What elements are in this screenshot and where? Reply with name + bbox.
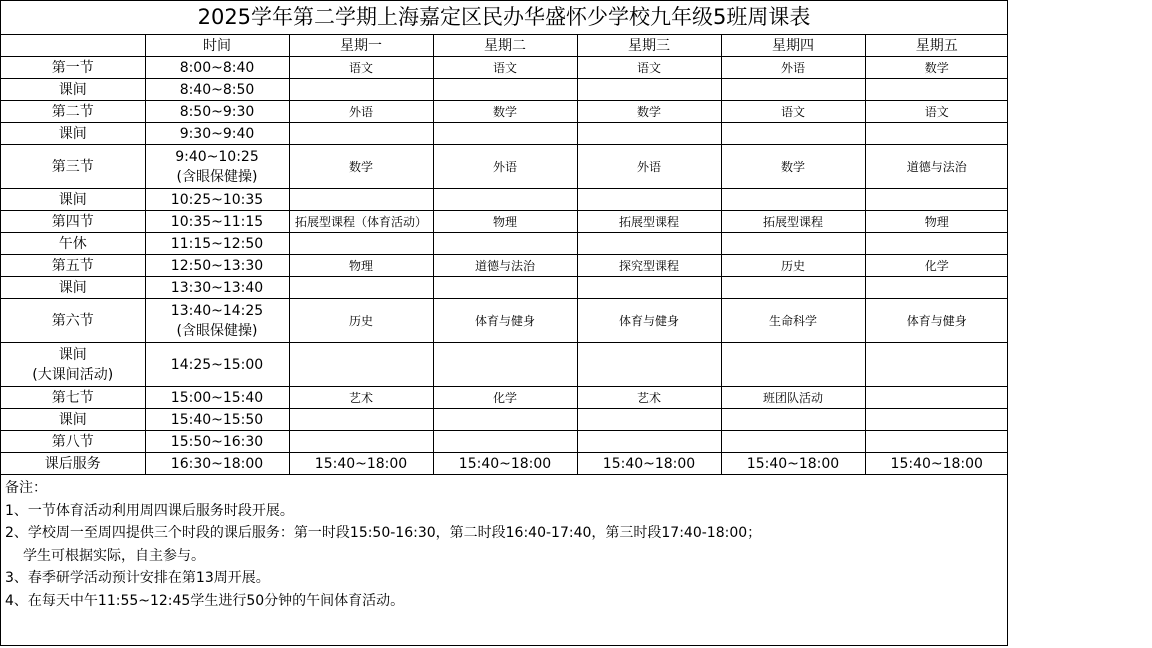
class-cell: 外语 <box>433 145 577 189</box>
schedule-row <box>1 79 1008 101</box>
schedule-row <box>1 101 1008 123</box>
class-cell: 道德与法治 <box>433 255 577 277</box>
class-cell <box>721 189 865 211</box>
class-cell <box>289 79 433 101</box>
header-row <box>1 35 1008 57</box>
class-cell <box>865 277 1008 299</box>
class-cell <box>289 189 433 211</box>
period-cell <box>1 211 145 233</box>
schedule-row <box>1 57 1008 79</box>
class-cell: 语文 <box>577 57 721 79</box>
time-cell-line: 13:30~13:40 <box>170 279 264 296</box>
class-cell <box>721 277 865 299</box>
period-cell <box>1 431 145 453</box>
time-cell <box>145 387 289 409</box>
timetable <box>1 35 1008 475</box>
header-cell: 星期二 <box>433 35 577 57</box>
class-cell: 历史 <box>289 299 433 343</box>
schedule-row <box>1 211 1008 233</box>
period-cell <box>1 409 145 431</box>
note-line: 2、学校周一至周四提供三个时段的课后服务：第一时段15:50-16:30，第二时段16:40-17:40，第三时段17:40-18:00； <box>5 525 762 541</box>
class-cell <box>289 277 433 299</box>
schedule-row <box>1 255 1008 277</box>
period-cell <box>1 387 145 409</box>
class-cell <box>289 343 433 387</box>
class-cell <box>577 277 721 299</box>
class-cell: 15:40~18:00 <box>721 453 865 475</box>
period-cell-line: 第七节 <box>51 389 94 406</box>
class-cell: 数学 <box>577 101 721 123</box>
class-cell <box>433 343 577 387</box>
class-cell <box>433 123 577 145</box>
class-cell: 数学 <box>721 145 865 189</box>
class-cell <box>433 189 577 211</box>
class-cell <box>721 343 865 387</box>
time-cell <box>145 277 289 299</box>
class-cell: 历史 <box>721 255 865 277</box>
class-cell: 化学 <box>433 387 577 409</box>
class-cell: 数学 <box>433 101 577 123</box>
period-cell-line: 课间 <box>58 279 87 296</box>
time-cell <box>145 409 289 431</box>
period-cell-line: 第二节 <box>51 103 94 120</box>
period-cell <box>1 299 145 343</box>
schedule-row <box>1 123 1008 145</box>
note-line: 1、一节体育活动利用周四课后服务时段开展。 <box>5 502 294 519</box>
class-cell: 语文 <box>433 57 577 79</box>
time-cell-line: 8:00~8:40 <box>179 59 255 76</box>
schedule-row <box>1 431 1008 453</box>
period-cell-line: 第三节 <box>51 158 94 175</box>
time-cell <box>145 255 289 277</box>
class-cell: 15:40~18:00 <box>433 453 577 475</box>
period-cell-line: 课间 <box>58 191 87 208</box>
class-cell <box>577 189 721 211</box>
period-cell-line: 课间 <box>58 411 87 428</box>
class-cell: 15:40~18:00 <box>577 453 721 475</box>
time-cell <box>145 101 289 123</box>
time-cell-line: 11:15~12:50 <box>170 235 264 252</box>
page-title: 2025学年第二学期上海嘉定区民办华盛怀少学校九年级5班周课表 <box>1 1 1007 35</box>
period-cell <box>1 277 145 299</box>
class-cell <box>577 343 721 387</box>
class-cell <box>289 123 433 145</box>
class-cell: 物理 <box>289 255 433 277</box>
time-cell-line: (含眼保健操) <box>176 322 258 339</box>
note-line: 4、在每天中午11:55~12:45学生进行50分钟的午间体育活动。 <box>5 592 405 609</box>
schedule-row <box>1 277 1008 299</box>
header-cell: 时间 <box>145 35 289 57</box>
class-cell <box>577 233 721 255</box>
note-line: 3、春季研学活动预计安排在第13周开展。 <box>5 570 270 586</box>
period-cell <box>1 145 145 189</box>
header-cell <box>1 35 145 57</box>
class-cell <box>865 431 1008 453</box>
time-cell <box>145 453 289 475</box>
period-cell <box>1 453 145 475</box>
notes <box>1 475 1007 612</box>
class-cell <box>433 431 577 453</box>
time-cell <box>145 233 289 255</box>
time-cell <box>145 189 289 211</box>
time-cell-line: 16:30~18:00 <box>170 455 264 472</box>
class-cell: 物理 <box>865 211 1008 233</box>
period-cell <box>1 79 145 101</box>
header-cell: 星期五 <box>865 35 1008 57</box>
class-cell: 化学 <box>865 255 1008 277</box>
class-cell <box>865 233 1008 255</box>
class-cell: 语文 <box>865 101 1008 123</box>
time-cell <box>145 79 289 101</box>
time-cell-line: 14:25~15:00 <box>170 356 264 373</box>
period-cell-line: 第八节 <box>51 433 94 450</box>
class-cell <box>433 409 577 431</box>
time-cell-line: 15:00~15:40 <box>170 389 264 406</box>
class-cell: 数学 <box>289 145 433 189</box>
class-cell: 物理 <box>433 211 577 233</box>
time-cell-line: 8:40~8:50 <box>179 81 255 98</box>
schedule-row <box>1 233 1008 255</box>
class-cell <box>865 409 1008 431</box>
period-cell-line: 课后服务 <box>44 455 101 472</box>
period-cell-line: 课间 <box>58 125 87 142</box>
class-cell: 生命科学 <box>721 299 865 343</box>
class-cell: 道德与法治 <box>865 145 1008 189</box>
class-cell <box>577 79 721 101</box>
time-cell-line: 15:50~16:30 <box>170 433 264 450</box>
class-cell <box>433 79 577 101</box>
period-cell-line: 第六节 <box>51 312 94 329</box>
period-cell-line: 课间 <box>58 346 87 363</box>
period-cell-line: 课间 <box>58 81 87 98</box>
header-cell: 星期一 <box>289 35 433 57</box>
time-cell-line: 9:30~9:40 <box>179 125 255 142</box>
class-cell: 15:40~18:00 <box>865 453 1008 475</box>
class-cell <box>721 123 865 145</box>
class-cell <box>721 233 865 255</box>
time-cell <box>145 211 289 233</box>
schedule-row <box>1 453 1008 475</box>
period-cell-line: 第一节 <box>51 59 94 76</box>
period-cell <box>1 123 145 145</box>
period-cell-line: 午休 <box>58 235 87 252</box>
class-cell <box>865 387 1008 409</box>
class-cell <box>721 431 865 453</box>
time-cell-line: 10:25~10:35 <box>170 191 264 208</box>
time-cell <box>145 299 289 343</box>
class-cell: 拓展型课程 <box>577 211 721 233</box>
time-cell-line: 8:50~9:30 <box>179 103 255 120</box>
time-cell-line: 13:40~14:25 <box>170 302 264 319</box>
class-cell <box>289 233 433 255</box>
class-cell: 探究型课程 <box>577 255 721 277</box>
period-cell <box>1 189 145 211</box>
schedule-row <box>1 145 1008 189</box>
time-cell <box>145 123 289 145</box>
period-cell-line: 第四节 <box>51 213 94 230</box>
class-cell: 15:40~18:00 <box>289 453 433 475</box>
class-cell <box>865 189 1008 211</box>
class-cell: 艺术 <box>577 387 721 409</box>
class-cell: 外语 <box>289 101 433 123</box>
class-cell <box>577 409 721 431</box>
period-cell <box>1 233 145 255</box>
class-cell: 拓展型课程（体育活动） <box>289 211 433 233</box>
schedule-row <box>1 387 1008 409</box>
time-cell <box>145 431 289 453</box>
class-cell: 体育与健身 <box>865 299 1008 343</box>
class-cell <box>865 79 1008 101</box>
class-cell: 语文 <box>289 57 433 79</box>
header-cell: 星期三 <box>577 35 721 57</box>
schedule-row <box>1 343 1008 387</box>
time-cell <box>145 145 289 189</box>
header-cell: 星期四 <box>721 35 865 57</box>
class-cell <box>721 409 865 431</box>
class-cell: 语文 <box>721 101 865 123</box>
class-cell: 拓展型课程 <box>721 211 865 233</box>
notes-heading: 备注： <box>5 480 47 496</box>
schedule-row <box>1 189 1008 211</box>
time-cell-line: 15:40~15:50 <box>170 411 264 428</box>
class-cell <box>289 409 433 431</box>
class-cell: 外语 <box>721 57 865 79</box>
class-cell <box>721 79 865 101</box>
time-cell-line: 9:40~10:25 <box>175 148 259 165</box>
class-cell: 外语 <box>577 145 721 189</box>
period-cell <box>1 343 145 387</box>
time-cell <box>145 343 289 387</box>
period-cell <box>1 255 145 277</box>
schedule-row <box>1 299 1008 343</box>
time-cell-line: 12:50~13:30 <box>170 257 264 274</box>
time-cell <box>145 57 289 79</box>
period-cell-line: 第五节 <box>51 257 94 274</box>
period-cell-line: (大课间活动) <box>32 366 114 383</box>
class-cell <box>433 277 577 299</box>
note-line: 学生可根据实际，自主参与。 <box>23 547 205 564</box>
class-cell <box>433 233 577 255</box>
class-cell: 艺术 <box>289 387 433 409</box>
period-cell <box>1 57 145 79</box>
class-cell: 体育与健身 <box>577 299 721 343</box>
class-cell: 体育与健身 <box>433 299 577 343</box>
time-cell-line: 10:35~11:15 <box>170 213 264 230</box>
time-cell-line: (含眼保健操) <box>176 168 258 185</box>
class-cell <box>577 431 721 453</box>
period-cell <box>1 101 145 123</box>
class-cell <box>865 123 1008 145</box>
class-cell <box>289 431 433 453</box>
class-cell: 班团队活动 <box>721 387 865 409</box>
class-cell <box>577 123 721 145</box>
schedule-row <box>1 409 1008 431</box>
class-cell <box>865 343 1008 387</box>
class-cell: 数学 <box>865 57 1008 79</box>
